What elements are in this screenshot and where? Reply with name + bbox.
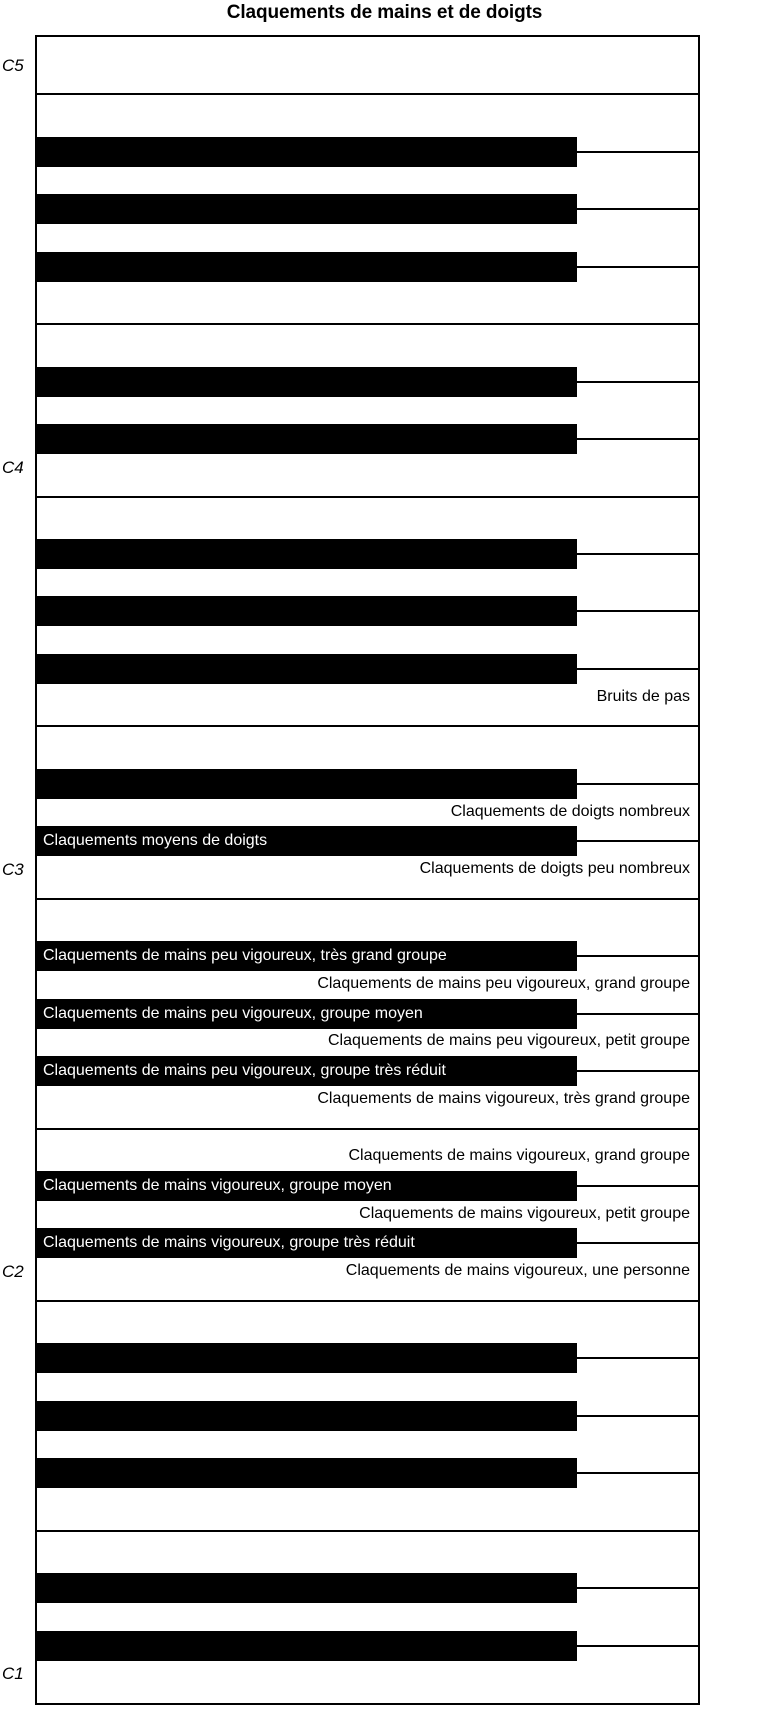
black-key-cs1[interactable] (37, 1631, 577, 1661)
key-label-as2: Claquements de mains peu vigoureux, très grand groupe (43, 947, 447, 965)
octave-label-c3: C3 (2, 860, 24, 879)
key-label-a2: Claquements de mains peu vigoureux, grand groupe (317, 974, 690, 992)
white-key-separator (37, 725, 698, 727)
black-key-ds4[interactable] (37, 367, 577, 397)
piano-keyboard[interactable] (35, 35, 700, 1705)
key-label-fs2: Claquements de mains peu vigoureux, groupe très réduit (43, 1062, 446, 1080)
key-label-cs2: Claquements de mains vigoureux, groupe très réduit (43, 1234, 415, 1252)
white-key-separator (37, 93, 698, 95)
key-label-g2: Claquements de mains peu vigoureux, petit groupe (328, 1032, 690, 1050)
black-key-as4[interactable] (37, 137, 577, 167)
octave-label-c5: C5 (2, 55, 24, 75)
key-label-e2: Claquements de mains vigoureux, grand groupe (348, 1147, 690, 1165)
black-key-as2[interactable] (37, 941, 577, 971)
black-key-fs3[interactable] (37, 654, 577, 684)
black-key-cs2[interactable] (37, 1228, 577, 1258)
black-key-gs4[interactable] (37, 194, 577, 224)
black-key-ds1[interactable] (37, 1573, 577, 1603)
key-label-f2: Claquements de mains vigoureux, très grand groupe (317, 1089, 690, 1107)
black-key-gs1[interactable] (37, 1401, 577, 1431)
octave-label-c2: C2 (2, 1262, 24, 1282)
white-key-separator (37, 898, 698, 900)
octave-label-c4: C4 (2, 457, 24, 477)
black-key-fs4[interactable] (37, 252, 577, 282)
octave-axis (0, 0, 35, 1710)
key-label-cs3: Claquements moyens de doigts (43, 832, 268, 850)
key-label-d2: Claquements de mains vigoureux, petit groupe (359, 1204, 690, 1222)
black-key-as1[interactable] (37, 1343, 577, 1373)
black-key-gs3[interactable] (37, 596, 577, 626)
key-label-f3: Bruits de pas (596, 687, 690, 705)
white-key-separator (37, 323, 698, 325)
white-key-separator (37, 1300, 698, 1302)
octave-label-c1: C1 (2, 1664, 24, 1684)
black-key-cs4[interactable] (37, 424, 577, 454)
black-key-gs2[interactable] (37, 999, 577, 1029)
white-key-separator (37, 1530, 698, 1532)
black-key-cs3[interactable] (37, 826, 577, 856)
black-key-as3[interactable] (37, 539, 577, 569)
white-key-separator (37, 496, 698, 498)
black-key-fs2[interactable] (37, 1056, 577, 1086)
key-label-gs2: Claquements de mains peu vigoureux, groupe moyen (43, 1004, 423, 1022)
key-label-c3: Claquements de doigts peu nombreux (419, 860, 690, 877)
page-title: Claquements de mains et de doigts (226, 2, 543, 23)
white-key-separator (37, 1128, 698, 1130)
key-label-ds2: Claquements de mains vigoureux, groupe moyen (43, 1176, 392, 1194)
key-label-d3: Claquements de doigts nombreux (450, 802, 690, 820)
black-key-ds3[interactable] (37, 769, 577, 799)
key-label-c2: Claquements de mains vigoureux, une personne (345, 1262, 690, 1280)
black-key-fs1[interactable] (37, 1458, 577, 1488)
black-key-ds2[interactable] (37, 1171, 577, 1201)
